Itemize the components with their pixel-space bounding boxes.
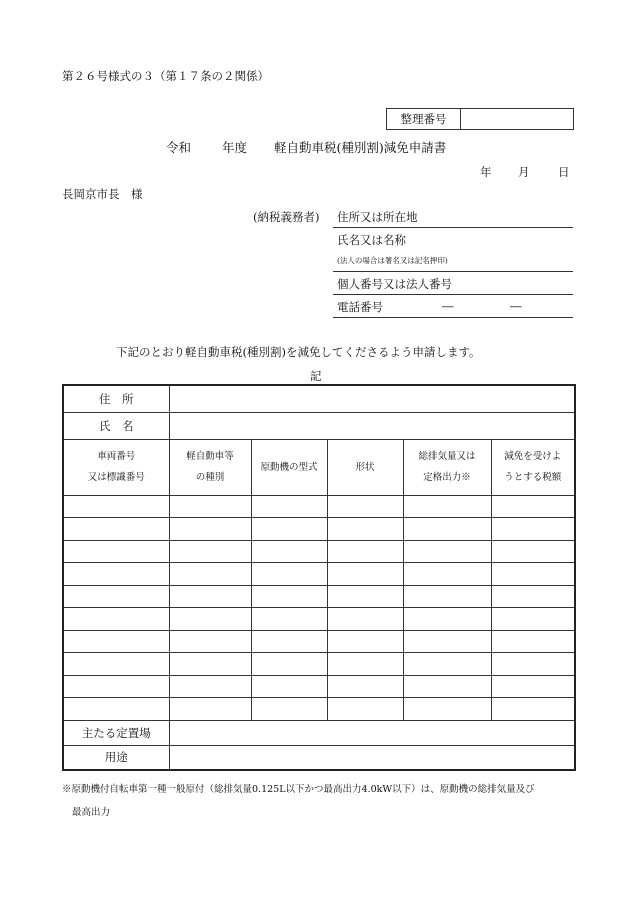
seiri-label: 整理番号 bbox=[387, 109, 461, 130]
table-row bbox=[63, 495, 575, 518]
column-header bbox=[251, 439, 327, 495]
table-cell[interactable] bbox=[327, 585, 403, 608]
address-label: 住 所 bbox=[63, 385, 169, 412]
table-cell[interactable] bbox=[63, 653, 169, 676]
column-header-line: うとする税額 bbox=[504, 472, 562, 483]
table-cell[interactable] bbox=[169, 518, 251, 541]
usage-label: 用途 bbox=[63, 745, 169, 770]
date-month: 月 bbox=[518, 165, 530, 179]
table-cell[interactable] bbox=[251, 698, 327, 721]
table-cell[interactable] bbox=[169, 563, 251, 586]
table-cell[interactable] bbox=[403, 540, 491, 563]
table-row bbox=[63, 675, 575, 698]
divider bbox=[333, 271, 573, 272]
table-cell[interactable] bbox=[251, 585, 327, 608]
page-title: 軽自動車税(種別割)減免申請書 bbox=[274, 140, 447, 155]
table-cell[interactable] bbox=[251, 653, 327, 676]
table-cell[interactable] bbox=[403, 653, 491, 676]
table-row bbox=[63, 653, 575, 676]
table-cell[interactable] bbox=[251, 518, 327, 541]
table-cell[interactable] bbox=[63, 675, 169, 698]
table-cell[interactable] bbox=[251, 608, 327, 631]
table-cell[interactable] bbox=[169, 608, 251, 631]
footnote-line1: ※原動機付自転車第一種一般原付（総排気量0.125L以下かつ最高出力4.0kW以下）は、原動機の総排気量及び bbox=[62, 784, 535, 795]
column-header bbox=[169, 439, 251, 495]
table-cell[interactable] bbox=[63, 608, 169, 631]
table-cell[interactable] bbox=[327, 653, 403, 676]
column-header bbox=[403, 439, 491, 495]
table-cell[interactable] bbox=[327, 518, 403, 541]
address-cell bbox=[169, 385, 575, 412]
storage-label: 主たる定置場 bbox=[63, 720, 169, 745]
statement: 下記のとおり軽自動車税(種別割)を減免してくださるよう申請します。 bbox=[116, 345, 481, 359]
phone-dash: ― bbox=[510, 299, 522, 313]
column-header-line: 形状 bbox=[355, 461, 375, 473]
table-cell[interactable] bbox=[169, 540, 251, 563]
name-field: 氏名又は名称 bbox=[337, 233, 406, 247]
table-cell[interactable] bbox=[63, 585, 169, 608]
column-header-line: 原動機の型式 bbox=[260, 461, 318, 473]
date-day: 日 bbox=[558, 165, 570, 179]
table-cell[interactable] bbox=[63, 630, 169, 653]
column-header bbox=[327, 439, 403, 495]
table-cell[interactable] bbox=[169, 653, 251, 676]
table-cell[interactable] bbox=[63, 518, 169, 541]
seiri-value bbox=[461, 109, 574, 130]
divider bbox=[333, 317, 573, 318]
table-cell[interactable] bbox=[491, 675, 575, 698]
table-cell[interactable] bbox=[327, 630, 403, 653]
table-row bbox=[63, 630, 575, 653]
title-year: 年度 bbox=[222, 140, 248, 155]
footnote-line2: 最高出力 bbox=[72, 807, 111, 818]
table-cell[interactable] bbox=[403, 563, 491, 586]
table-cell[interactable] bbox=[169, 630, 251, 653]
name-label: 氏 名 bbox=[63, 412, 169, 439]
column-header-row bbox=[63, 439, 575, 495]
addressee: 長岡京市長 様 bbox=[62, 187, 143, 201]
table-cell[interactable] bbox=[251, 563, 327, 586]
column-header-line: の種別 bbox=[195, 472, 225, 483]
column-header-line: 車両番号 bbox=[97, 451, 136, 462]
table-cell[interactable] bbox=[403, 675, 491, 698]
table-cell[interactable] bbox=[63, 495, 169, 518]
name-note: (法人の場合は署名又は記名押印) bbox=[337, 256, 448, 265]
seiri-box bbox=[386, 108, 574, 130]
table-row bbox=[63, 608, 575, 631]
table-cell[interactable] bbox=[251, 540, 327, 563]
table-row bbox=[63, 563, 575, 586]
table-cell[interactable] bbox=[403, 518, 491, 541]
table-cell[interactable] bbox=[327, 608, 403, 631]
ki-label: 記 bbox=[310, 369, 322, 383]
column-header-line: 又は標識番号 bbox=[87, 472, 145, 483]
table-cell[interactable] bbox=[63, 540, 169, 563]
date-year: 年 bbox=[480, 165, 492, 179]
table-row bbox=[63, 540, 575, 563]
taxpayer-label: (納税義務者) bbox=[253, 210, 320, 224]
table-cell[interactable] bbox=[169, 495, 251, 518]
table-cell[interactable] bbox=[403, 630, 491, 653]
vehicle-table bbox=[62, 384, 576, 771]
table-cell[interactable] bbox=[491, 518, 575, 541]
column-header bbox=[491, 439, 575, 495]
table-cell[interactable] bbox=[251, 495, 327, 518]
title-era: 令和 bbox=[166, 140, 192, 155]
address-field: 住所又は所在地 bbox=[337, 210, 418, 224]
column-header-line: 減免を受けよ bbox=[504, 451, 562, 462]
name-cell bbox=[169, 412, 575, 439]
table-cell[interactable] bbox=[491, 585, 575, 608]
table-cell[interactable] bbox=[169, 698, 251, 721]
table-cell[interactable] bbox=[403, 698, 491, 721]
table-cell[interactable] bbox=[491, 630, 575, 653]
form-id: 第２６号様式の３（第１７条の２関係） bbox=[62, 69, 269, 83]
table-cell[interactable] bbox=[327, 563, 403, 586]
column-header-line: 軽自動車等 bbox=[186, 451, 234, 462]
table-cell[interactable] bbox=[327, 675, 403, 698]
column-header-line: 総排気量又は bbox=[418, 451, 476, 462]
storage-cell bbox=[169, 720, 575, 745]
table-cell[interactable] bbox=[491, 563, 575, 586]
table-row bbox=[63, 698, 575, 721]
table-cell[interactable] bbox=[491, 540, 575, 563]
table-cell[interactable] bbox=[63, 698, 169, 721]
table-cell[interactable] bbox=[327, 495, 403, 518]
table-cell[interactable] bbox=[403, 608, 491, 631]
number-field: 個人番号又は法人番号 bbox=[337, 277, 452, 291]
table-cell[interactable] bbox=[327, 698, 403, 721]
table-cell[interactable] bbox=[403, 495, 491, 518]
phone-dash: ― bbox=[442, 299, 454, 313]
table-body bbox=[63, 495, 575, 720]
table-cell[interactable] bbox=[491, 608, 575, 631]
table-row bbox=[63, 585, 575, 608]
table-cell[interactable] bbox=[491, 495, 575, 518]
table-cell[interactable] bbox=[251, 675, 327, 698]
divider bbox=[333, 294, 573, 295]
column-header bbox=[63, 439, 169, 495]
column-header-line: 定格出力※ bbox=[423, 472, 471, 483]
phone-field: 電話番号 bbox=[337, 300, 383, 314]
table-cell[interactable] bbox=[403, 585, 491, 608]
table-cell[interactable] bbox=[491, 698, 575, 721]
divider bbox=[333, 227, 573, 228]
table-cell[interactable] bbox=[63, 563, 169, 586]
table-cell[interactable] bbox=[169, 675, 251, 698]
usage-cell bbox=[169, 745, 575, 770]
table-row bbox=[63, 518, 575, 541]
table-cell[interactable] bbox=[327, 540, 403, 563]
table-cell[interactable] bbox=[491, 653, 575, 676]
table-cell[interactable] bbox=[169, 585, 251, 608]
table-cell[interactable] bbox=[251, 630, 327, 653]
